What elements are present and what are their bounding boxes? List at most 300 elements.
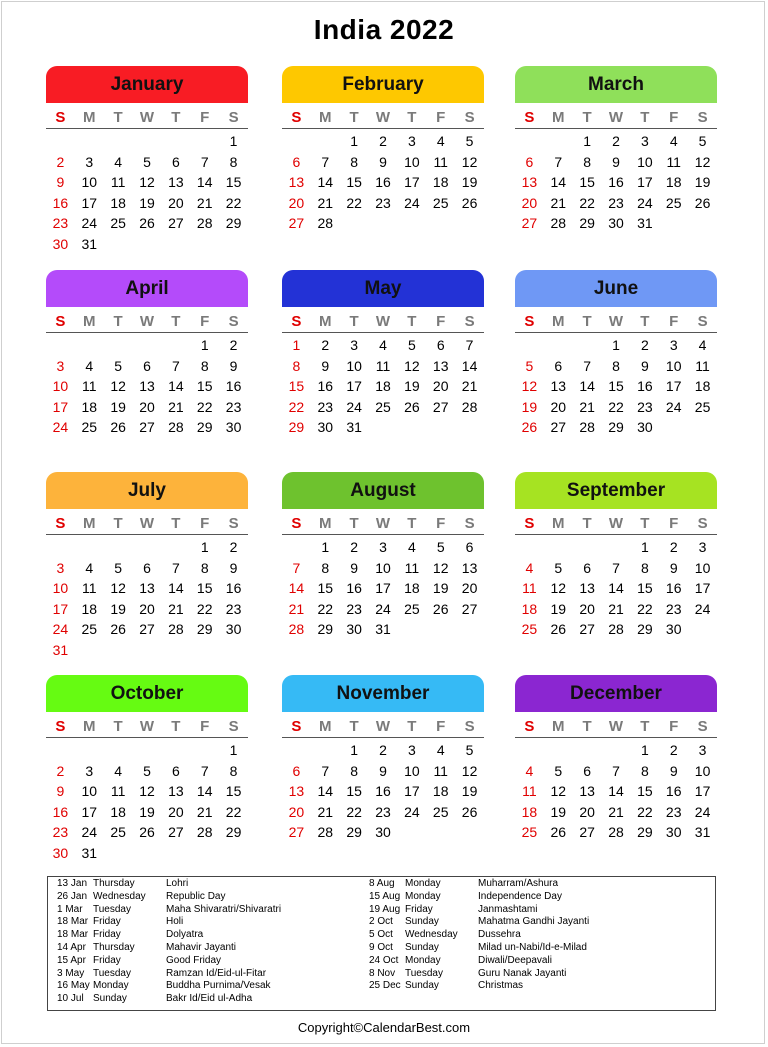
day-cell: 7 xyxy=(292,559,301,576)
weekday-label: S xyxy=(282,717,311,738)
holiday-name: Holi xyxy=(166,916,184,928)
weekday-label: S xyxy=(455,108,484,129)
month-header: September xyxy=(515,472,717,509)
day-cell: 20 xyxy=(579,803,595,820)
empty-day xyxy=(515,537,544,558)
day-cell: 25 xyxy=(694,398,711,415)
weekday-label: W xyxy=(133,514,162,535)
holiday-weekday: Friday xyxy=(93,954,121,966)
day-cell: 15 xyxy=(579,174,595,191)
day-cell: 23 xyxy=(375,194,391,211)
empty-day xyxy=(75,335,104,356)
day-cell: 18 xyxy=(81,398,98,415)
day-cell: 20 xyxy=(550,398,567,415)
day-cell: 29 xyxy=(608,419,624,436)
day-cell: 21 xyxy=(168,398,184,415)
day-cell: 19 xyxy=(550,803,567,820)
empty-day xyxy=(190,131,219,152)
day-cell: 13 xyxy=(579,580,595,597)
day-cell: 24 xyxy=(346,398,362,415)
weekday-label: F xyxy=(190,717,219,738)
day-cell: 5 xyxy=(554,762,563,779)
day-cell: 11 xyxy=(110,174,126,191)
day-cell: 31 xyxy=(346,419,362,436)
holiday-date: 10 Jul xyxy=(57,993,84,1005)
day-cell: 4 xyxy=(379,337,387,353)
day-cell: 26 xyxy=(461,194,478,211)
month-days-grid xyxy=(515,717,717,843)
day-cell: 5 xyxy=(143,762,151,779)
day-cell: 18 xyxy=(521,803,538,820)
day-cell: 24 xyxy=(52,621,69,638)
day-cell: 8 xyxy=(229,153,238,170)
holiday-name: Mahatma Gandhi Jayanti xyxy=(478,916,590,928)
day-cell: 16 xyxy=(375,783,391,800)
day-cell: 16 xyxy=(665,580,682,597)
day-cell: 12 xyxy=(521,378,538,395)
weekday-label: S xyxy=(219,108,248,129)
day-cell: 14 xyxy=(196,174,213,191)
holiday-name: Good Friday xyxy=(166,954,222,966)
day-cell: 18 xyxy=(432,174,449,191)
day-cell: 11 xyxy=(666,153,681,170)
holiday-weekday: Friday xyxy=(93,929,121,941)
day-cell: 24 xyxy=(694,600,711,617)
day-cell: 23 xyxy=(608,194,624,211)
day-cell: 4 xyxy=(85,357,94,374)
day-cell: 3 xyxy=(407,133,416,149)
day-cell: 24 xyxy=(375,600,391,617)
holiday-name: Buddha Purnima/Vesak xyxy=(166,980,271,992)
day-cell: 22 xyxy=(637,600,653,617)
weekday-label: S xyxy=(688,108,717,129)
holiday-date: 15 Aug xyxy=(369,890,401,902)
day-cell: 12 xyxy=(550,580,567,597)
weekday-label: F xyxy=(659,108,688,129)
day-cell: 21 xyxy=(196,803,213,820)
day-cell: 25 xyxy=(432,803,449,820)
empty-day xyxy=(573,335,602,356)
day-cell: 22 xyxy=(196,398,213,415)
day-cell: 24 xyxy=(694,803,711,820)
day-cell: 24 xyxy=(81,824,98,841)
day-cell: 13 xyxy=(168,783,184,800)
day-cell: 4 xyxy=(698,337,707,353)
holiday-weekday: Friday xyxy=(93,916,121,928)
weekday-label: S xyxy=(46,514,75,535)
day-cell: 9 xyxy=(612,153,620,170)
empty-day xyxy=(515,740,544,761)
day-cell: 8 xyxy=(200,559,209,576)
empty-day xyxy=(46,335,75,356)
month-may xyxy=(282,270,484,438)
day-cell: 29 xyxy=(637,824,653,841)
day-cell: 19 xyxy=(694,174,711,191)
month-september xyxy=(515,472,717,640)
day-cell: 29 xyxy=(196,419,213,436)
weekday-label: M xyxy=(544,108,573,129)
day-cell: 8 xyxy=(350,153,359,170)
empty-day xyxy=(104,740,133,761)
holiday-date: 5 Oct xyxy=(369,929,393,941)
day-cell: 27 xyxy=(139,621,155,638)
day-cell: 13 xyxy=(139,378,155,395)
month-header: August xyxy=(282,472,484,509)
holiday-name: Republic Day xyxy=(166,890,226,902)
day-cell: 14 xyxy=(608,580,624,597)
day-cell: 27 xyxy=(168,215,184,232)
empty-day xyxy=(75,740,104,761)
day-cell: 3 xyxy=(56,559,65,576)
day-cell: 2 xyxy=(640,337,649,353)
day-cell: 16 xyxy=(375,174,391,191)
day-cell: 9 xyxy=(350,559,359,576)
weekday-label: W xyxy=(133,717,162,738)
day-cell: 31 xyxy=(81,235,98,252)
day-cell: 6 xyxy=(143,357,151,374)
day-cell: 18 xyxy=(694,378,711,395)
weekday-label: T xyxy=(630,514,659,535)
day-cell: 16 xyxy=(637,378,653,395)
day-cell: 30 xyxy=(665,621,682,638)
day-cell: 3 xyxy=(85,762,94,779)
empty-day xyxy=(133,740,162,761)
weekday-label: S xyxy=(515,312,544,333)
holiday-date: 26 Jan xyxy=(57,890,88,902)
weekday-label: M xyxy=(544,717,573,738)
month-days-grid xyxy=(282,108,484,234)
copyright-text: Copyright©CalendarBest.com xyxy=(297,1020,471,1035)
day-cell: 1 xyxy=(612,337,620,353)
day-cell: 22 xyxy=(317,600,334,617)
day-cell: 25 xyxy=(404,600,420,617)
day-cell: 7 xyxy=(465,337,474,353)
holiday-date: 25 Dec xyxy=(369,980,401,992)
day-cell: 14 xyxy=(196,783,213,800)
day-cell: 3 xyxy=(640,133,649,149)
day-cell: 20 xyxy=(461,580,478,597)
day-cell: 10 xyxy=(81,783,98,800)
day-cell: 18 xyxy=(110,803,126,820)
month-december xyxy=(515,675,717,843)
day-cell: 31 xyxy=(637,215,653,232)
day-cell: 21 xyxy=(317,194,334,211)
day-cell: 29 xyxy=(288,419,305,436)
holiday-date: 8 Aug xyxy=(369,878,395,889)
day-cell: 15 xyxy=(196,580,213,597)
day-cell: 4 xyxy=(669,133,678,149)
day-cell: 15 xyxy=(346,174,362,191)
day-cell: 27 xyxy=(579,824,595,841)
day-cell: 16 xyxy=(317,378,334,395)
weekday-label: S xyxy=(219,514,248,535)
day-cell: 30 xyxy=(608,215,624,232)
day-cell: 16 xyxy=(52,194,69,211)
day-cell: 11 xyxy=(433,153,448,170)
month-header: April xyxy=(46,270,248,307)
day-cell: 5 xyxy=(525,357,534,374)
holiday-date: 18 Mar xyxy=(57,916,89,928)
day-cell: 8 xyxy=(350,762,359,779)
day-cell: 3 xyxy=(407,742,416,758)
day-cell: 21 xyxy=(550,194,567,211)
day-cell: 16 xyxy=(608,174,624,191)
day-cell: 8 xyxy=(612,357,620,374)
weekday-label: W xyxy=(602,717,631,738)
day-cell: 1 xyxy=(292,337,301,353)
day-cell: 23 xyxy=(375,803,391,820)
holiday-name: Dussehra xyxy=(478,929,521,941)
day-cell: 27 xyxy=(579,621,595,638)
day-cell: 9 xyxy=(640,357,649,374)
day-cell: 14 xyxy=(608,783,624,800)
weekday-label: M xyxy=(75,514,104,535)
day-cell: 28 xyxy=(608,824,624,841)
weekday-label: F xyxy=(659,312,688,333)
weekday-label: F xyxy=(659,514,688,535)
day-cell: 2 xyxy=(350,539,359,555)
weekday-label: T xyxy=(340,514,369,535)
day-cell: 12 xyxy=(550,783,567,800)
day-cell: 9 xyxy=(321,357,330,374)
day-cell: 10 xyxy=(404,762,420,779)
day-cell: 5 xyxy=(465,742,474,758)
weekday-label: W xyxy=(602,312,631,333)
day-cell: 10 xyxy=(694,559,711,576)
empty-day xyxy=(161,335,190,356)
day-cell: 1 xyxy=(350,133,359,149)
day-cell: 6 xyxy=(143,559,151,576)
month-august xyxy=(282,472,484,640)
weekday-label: T xyxy=(630,717,659,738)
weekday-label: W xyxy=(602,108,631,129)
day-cell: 25 xyxy=(110,824,126,841)
day-cell: 7 xyxy=(583,357,592,374)
day-cell: 18 xyxy=(375,378,391,395)
day-cell: 2 xyxy=(56,153,65,170)
day-cell: 30 xyxy=(225,419,242,436)
day-cell: 2 xyxy=(229,337,238,353)
day-cell: 17 xyxy=(81,803,98,820)
weekday-label: M xyxy=(311,312,340,333)
day-cell: 12 xyxy=(404,357,420,374)
weekday-label: T xyxy=(573,514,602,535)
day-cell: 29 xyxy=(317,621,334,638)
holiday-name: Maha Shivaratri/Shivaratri xyxy=(166,903,282,915)
weekday-label: M xyxy=(544,312,573,333)
day-cell: 20 xyxy=(521,194,538,211)
holiday-date: 13 Jan xyxy=(57,878,88,889)
weekday-label: M xyxy=(311,514,340,535)
day-cell: 10 xyxy=(52,378,69,395)
day-cell: 8 xyxy=(583,153,592,170)
holiday-weekday: Monday xyxy=(405,890,441,902)
day-cell: 12 xyxy=(432,559,449,576)
weekday-label: W xyxy=(369,514,398,535)
month-july xyxy=(46,472,248,661)
day-cell: 30 xyxy=(225,621,242,638)
weekday-label: F xyxy=(426,312,455,333)
weekday-label: T xyxy=(104,717,133,738)
day-cell: 1 xyxy=(583,133,592,149)
day-cell: 3 xyxy=(698,539,707,555)
day-cell: 15 xyxy=(225,783,242,800)
empty-day xyxy=(133,537,162,558)
day-cell: 28 xyxy=(461,398,478,415)
day-cell: 23 xyxy=(52,824,69,841)
day-cell: 11 xyxy=(375,357,391,374)
day-cell: 21 xyxy=(608,600,624,617)
day-cell: 18 xyxy=(432,783,449,800)
day-cell: 5 xyxy=(114,559,123,576)
holiday-name: Guru Nanak Jayanti xyxy=(478,967,567,979)
day-cell: 12 xyxy=(139,174,155,191)
weekday-label: T xyxy=(630,108,659,129)
weekday-label: S xyxy=(219,717,248,738)
empty-day xyxy=(544,335,573,356)
day-cell: 20 xyxy=(168,803,184,820)
day-cell: 17 xyxy=(52,600,69,617)
day-cell: 16 xyxy=(665,783,682,800)
day-cell: 9 xyxy=(379,153,387,170)
day-cell: 11 xyxy=(433,762,448,779)
day-cell: 2 xyxy=(669,539,678,555)
day-cell: 7 xyxy=(321,153,330,170)
holiday-name: Janmashtami xyxy=(478,903,538,915)
day-cell: 5 xyxy=(698,133,707,149)
day-cell: 27 xyxy=(288,215,305,232)
empty-day xyxy=(133,335,162,356)
weekday-label: S xyxy=(219,312,248,333)
holiday-name: Mahavir Jayanti xyxy=(166,941,237,953)
day-cell: 28 xyxy=(196,215,213,232)
holiday-weekday: Thursday xyxy=(93,878,135,889)
day-cell: 19 xyxy=(139,194,155,211)
day-cell: 22 xyxy=(579,194,595,211)
day-cell: 28 xyxy=(196,824,213,841)
holiday-name: Diwali/Deepavali xyxy=(478,954,552,966)
day-cell: 17 xyxy=(665,378,682,395)
empty-day xyxy=(104,335,133,356)
month-days-grid xyxy=(515,312,717,438)
day-cell: 16 xyxy=(225,378,242,395)
holiday-name: Muharram/Ashura xyxy=(478,878,559,889)
day-cell: 15 xyxy=(346,783,362,800)
day-cell: 27 xyxy=(550,419,567,436)
day-cell: 6 xyxy=(292,762,301,779)
day-cell: 5 xyxy=(143,153,151,170)
day-cell: 27 xyxy=(461,600,478,617)
day-cell: 23 xyxy=(665,600,682,617)
weekday-label: T xyxy=(573,312,602,333)
holiday-date: 16 May xyxy=(57,980,90,992)
day-cell: 29 xyxy=(225,824,242,841)
day-cell: 25 xyxy=(81,419,98,436)
weekday-label: M xyxy=(311,108,340,129)
empty-day xyxy=(544,537,573,558)
holiday-weekday: Sunday xyxy=(405,980,439,992)
day-cell: 28 xyxy=(579,419,595,436)
day-cell: 29 xyxy=(225,215,242,232)
day-cell: 7 xyxy=(321,762,330,779)
day-cell: 30 xyxy=(665,824,682,841)
weekday-label: T xyxy=(161,717,190,738)
day-cell: 7 xyxy=(554,153,563,170)
day-cell: 1 xyxy=(200,337,209,353)
weekday-label: S xyxy=(688,717,717,738)
day-cell: 17 xyxy=(52,398,69,415)
holiday-name: Independence Day xyxy=(478,890,562,902)
day-cell: 11 xyxy=(695,357,710,374)
day-cell: 15 xyxy=(317,580,334,597)
day-cell: 2 xyxy=(612,133,620,149)
day-cell: 19 xyxy=(461,174,478,191)
day-cell: 14 xyxy=(168,378,184,395)
holiday-weekday: Sunday xyxy=(405,916,439,928)
day-cell: 21 xyxy=(579,398,595,415)
day-cell: 10 xyxy=(346,357,362,374)
weekday-label: F xyxy=(190,514,219,535)
month-header: October xyxy=(46,675,248,712)
day-cell: 15 xyxy=(288,378,305,395)
day-cell: 16 xyxy=(225,580,242,597)
month-october xyxy=(46,675,248,864)
weekday-label: S xyxy=(46,108,75,129)
day-cell: 4 xyxy=(436,742,445,758)
day-cell: 15 xyxy=(225,174,242,191)
day-cell: 9 xyxy=(56,783,65,800)
day-cell: 14 xyxy=(550,174,567,191)
holiday-date: 15 Apr xyxy=(57,954,86,966)
day-cell: 12 xyxy=(139,783,155,800)
day-cell: 23 xyxy=(317,398,334,415)
day-cell: 14 xyxy=(288,580,305,597)
day-cell: 17 xyxy=(375,580,391,597)
holiday-weekday: Thursday xyxy=(93,941,135,953)
weekday-label: T xyxy=(630,312,659,333)
holiday-date: 18 Mar xyxy=(57,929,89,941)
day-cell: 9 xyxy=(229,559,238,576)
holiday-weekday: Monday xyxy=(405,954,441,966)
day-cell: 15 xyxy=(637,580,653,597)
day-cell: 18 xyxy=(665,174,682,191)
weekday-label: T xyxy=(161,312,190,333)
day-cell: 24 xyxy=(665,398,682,415)
weekday-label: F xyxy=(426,514,455,535)
day-cell: 19 xyxy=(521,398,538,415)
weekday-label: S xyxy=(515,108,544,129)
day-cell: 31 xyxy=(375,621,391,638)
day-cell: 22 xyxy=(225,194,242,211)
day-cell: 10 xyxy=(81,174,98,191)
day-cell: 23 xyxy=(225,600,242,617)
day-cell: 3 xyxy=(56,357,65,374)
weekday-label: S xyxy=(282,108,311,129)
month-header: February xyxy=(282,66,484,103)
month-header: May xyxy=(282,270,484,307)
weekday-label: S xyxy=(46,717,75,738)
month-april xyxy=(46,270,248,438)
day-cell: 27 xyxy=(521,215,538,232)
day-cell: 24 xyxy=(404,194,420,211)
weekday-label: S xyxy=(46,312,75,333)
holiday-weekday: Friday xyxy=(405,903,433,915)
empty-day xyxy=(46,131,75,152)
weekday-label: S xyxy=(688,312,717,333)
holiday-name: Christmas xyxy=(478,980,524,992)
day-cell: 10 xyxy=(52,580,69,597)
day-cell: 17 xyxy=(81,194,98,211)
